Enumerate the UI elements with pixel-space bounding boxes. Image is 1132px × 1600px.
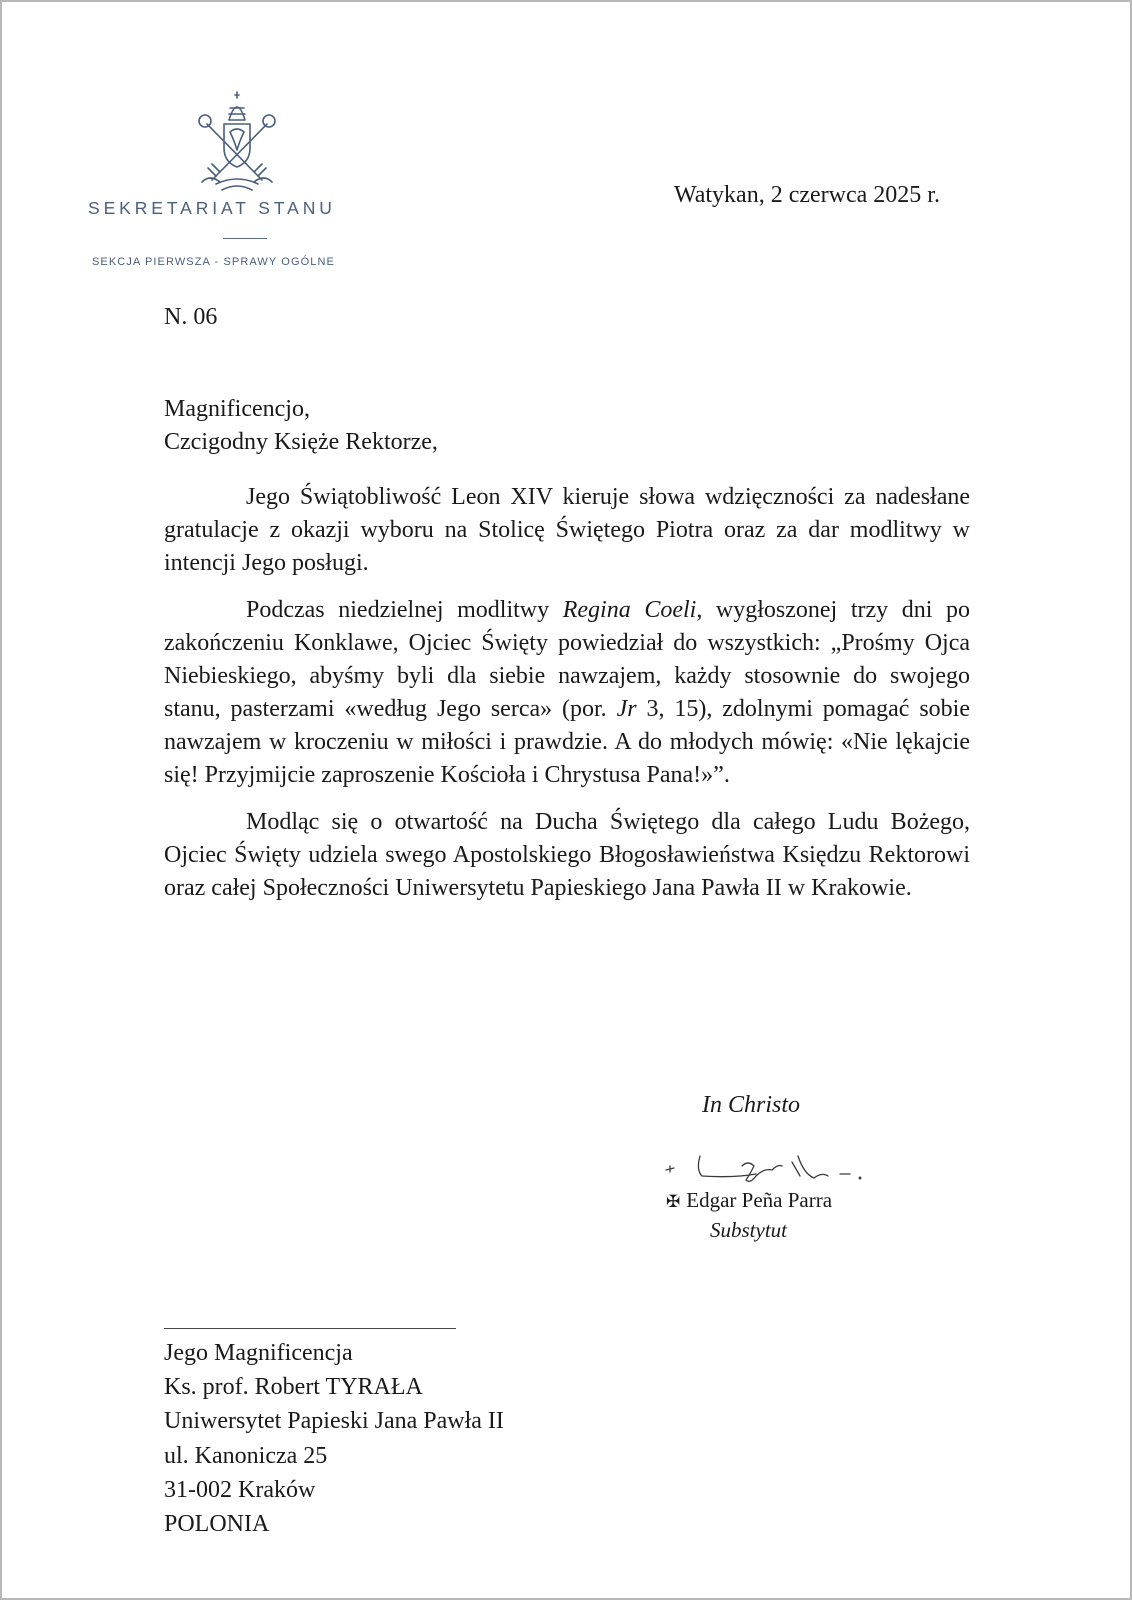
address-line: Ks. prof. Robert TYRAŁA bbox=[164, 1374, 423, 1401]
address-line: Jego Magnificencja bbox=[164, 1340, 353, 1366]
handwritten-signature bbox=[664, 1152, 884, 1190]
reference-number: N. 06 bbox=[164, 304, 218, 330]
address-line: ul. Kanonicza 25 bbox=[164, 1442, 328, 1469]
address-line: 31-002 Kraków bbox=[164, 1476, 316, 1503]
paragraph-text: Podczas niedzielnej modlitwy bbox=[246, 597, 563, 623]
salutation bbox=[164, 393, 438, 459]
italic-citation: Jr bbox=[616, 696, 637, 722]
paragraph-text: 3, 15), zdolnymi pomagać sobie nawzajem w kroczeniu w miłości i prawdzie. A do młodych mówię: «Nie lękajcie się! Przyjmijcie zaproszenie Kościoła i Chrystusa Pana!»”. bbox=[164, 696, 970, 788]
organization-name: SEKRETARIAT STANU bbox=[88, 198, 336, 218]
signatory-title: Substytut bbox=[710, 1218, 787, 1242]
maltese-cross-icon: ✠ bbox=[666, 1192, 681, 1211]
letter-body bbox=[164, 481, 970, 905]
italic-title: Regina Coeli bbox=[562, 597, 697, 623]
letterhead-divider bbox=[223, 238, 267, 239]
address-line: Uniwersytet Papieski Jana Pawła II bbox=[164, 1408, 504, 1435]
recipient-address bbox=[164, 1336, 504, 1541]
address-line: POLONIA bbox=[164, 1511, 270, 1538]
body-paragraph bbox=[164, 594, 970, 792]
paragraph-text: , wygłoszonej trzy dni po zakończeniu Konklawe, Ojciec Święty powiedział do wszystkich: „Prośmy Ojca Niebieskiego, abyśmy byli dla siebie nawzajem, każdy stosownie do swojego stanu, pasterzami «według Jego serca» (por. bbox=[164, 597, 970, 722]
papal-coat-of-arms-icon bbox=[192, 90, 282, 195]
section-name: SEKCJA PIERWSZA - SPRAWY OGÓLNE bbox=[92, 256, 335, 268]
signatory-name bbox=[666, 1188, 832, 1213]
salutation-line: Czcigodny Księże Rektorze, bbox=[164, 429, 438, 455]
letter-date: Watykan, 2 czerwca 2025 r. bbox=[674, 182, 940, 208]
closing: In Christo bbox=[702, 1092, 801, 1118]
salutation-line: Magnificencjo, bbox=[164, 396, 310, 422]
address-divider bbox=[164, 1328, 456, 1329]
body-paragraph: Jego Świątobliwość Leon XIV kieruje słowa wdzięczności za nadesłane gratulacje z okazji wyboru na Stolicę Świętego Piotra oraz za dar modlitwy w intencji Jego posługi. bbox=[164, 484, 970, 576]
signatory-name-text: Edgar Peña Parra bbox=[686, 1188, 833, 1212]
body-paragraph: Modląc się o otwartość na Ducha Świętego dla całego Ludu Bożego, Ojciec Święty udziela swego Apostolskiego Błogosławieństwa Księdzu Rektorowi oraz całej Społeczności Uniwersytetu Papieskiego Jana Pawła II w Krakowie. bbox=[164, 809, 970, 901]
